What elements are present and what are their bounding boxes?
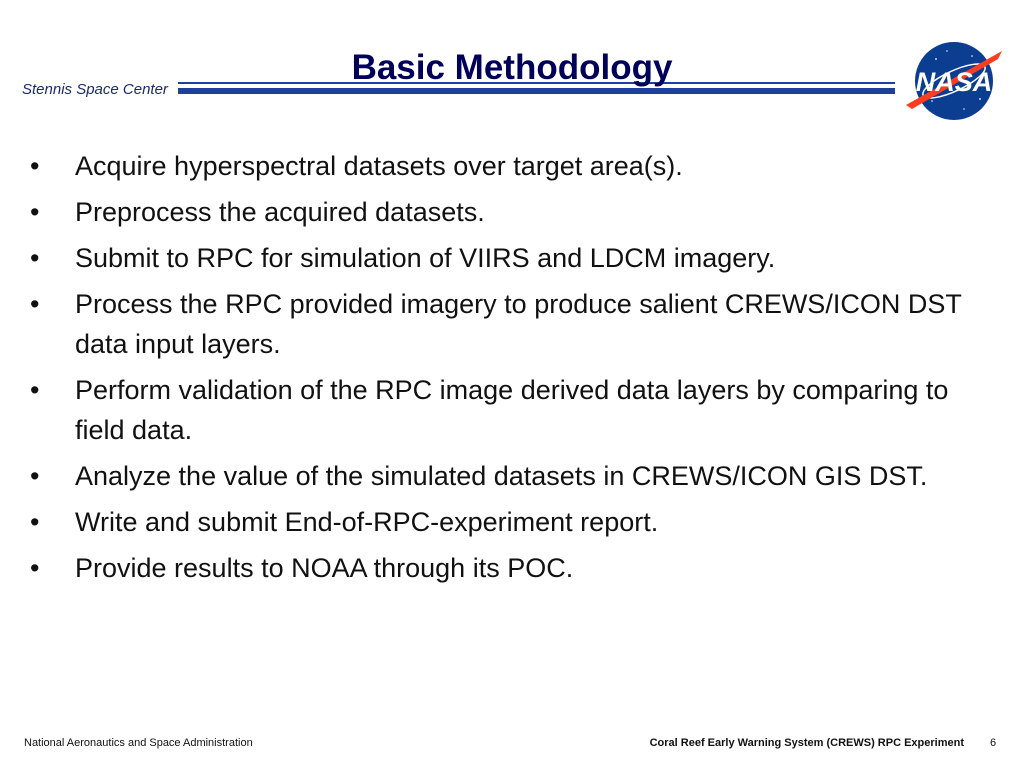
bullet-mark: • [30,375,40,405]
footer-experiment: Coral Reef Early Warning System (CREWS) RPC Experiment [649,737,964,749]
bullet-text: Provide results to NOAA through its POC. [75,553,574,583]
nasa-logo-icon [902,39,1004,123]
bullet-item [30,370,990,450]
bullet-mark: • [30,151,40,181]
bullet-mark: • [30,243,40,273]
svg-text:NASA: NASA [915,67,993,97]
bullet-item [30,284,990,364]
bullet-mark: • [30,461,40,491]
bullet-mark: • [30,197,40,227]
bullet-text: Preprocess the acquired datasets. [75,197,485,227]
bullet-text: Process the RPC provided imagery to produce salient CREWS/ICON DST data input layers. [75,289,962,359]
bullet-mark: • [30,289,40,319]
bullet-text: Submit to RPC for simulation of VIIRS and LDCM imagery. [75,243,776,273]
bullet-item [30,192,990,232]
slide-title: Basic Methodology [351,48,673,87]
center-label: Stennis Space Center [22,81,168,98]
bullet-mark: • [30,507,40,537]
bullet-text: Perform validation of the RPC image derived data layers by comparing to field data. [75,375,949,445]
footer-agency: National Aeronautics and Space Administration [24,737,253,749]
bullet-item [30,548,990,588]
bullet-mark: • [30,553,40,583]
bullet-item [30,238,990,278]
page-number: 6 [990,737,997,749]
bullet-item [30,456,990,496]
bullet-text: Analyze the value of the simulated datasets in CREWS/ICON GIS DST. [75,461,928,491]
bullet-text: Write and submit End-of-RPC-experiment report. [75,507,659,537]
bullet-item [30,146,990,186]
bullet-list [30,146,990,594]
bullet-text: Acquire hyperspectral datasets over target area(s). [75,151,683,181]
bullet-item [30,502,990,542]
